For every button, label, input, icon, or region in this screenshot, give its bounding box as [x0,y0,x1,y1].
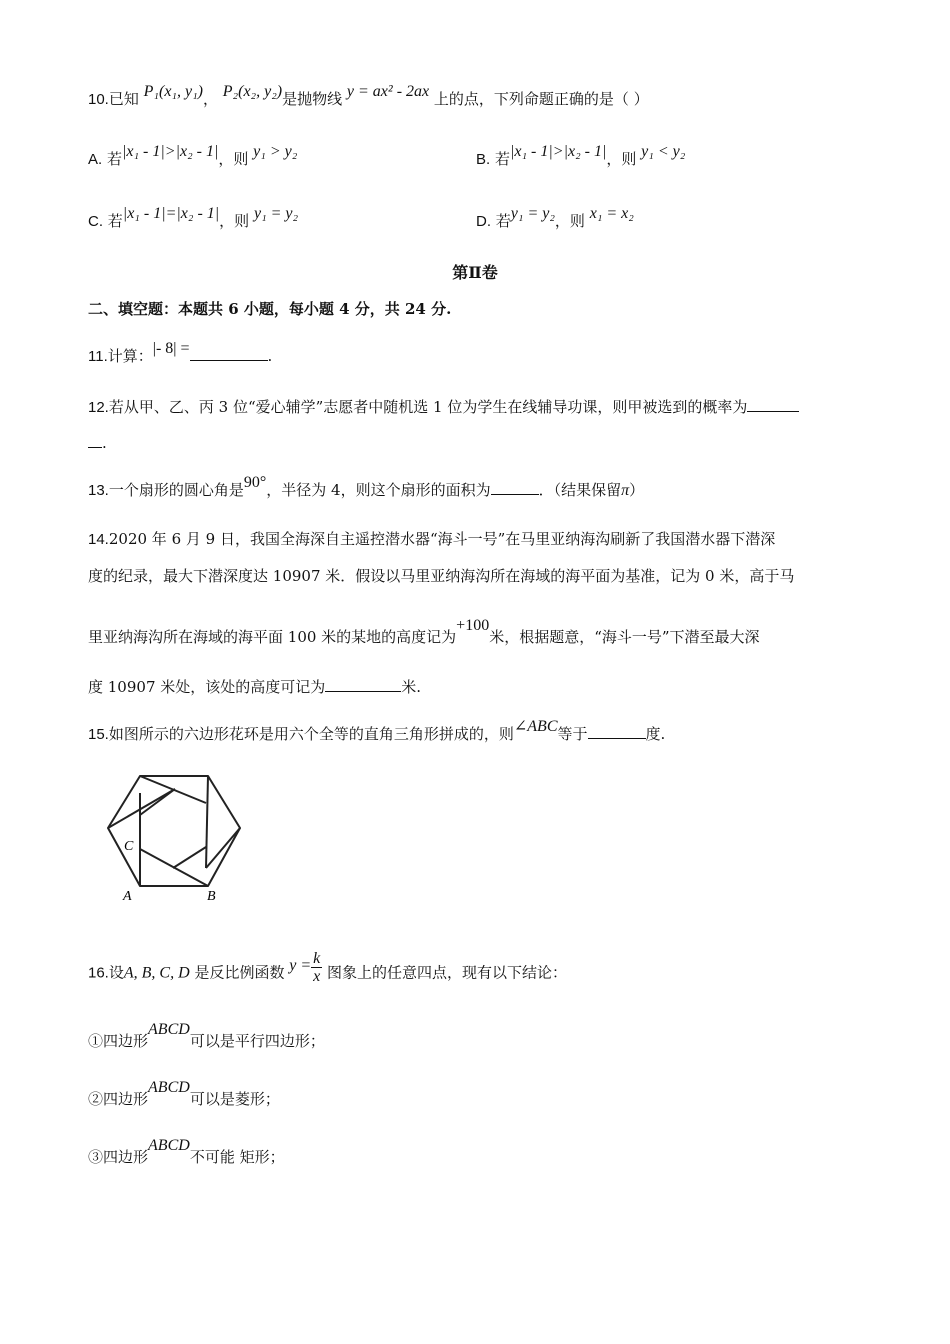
label-c: C [124,839,134,854]
q14-line4-pre: 度 10907 米处，该处的高度可记为 [88,678,326,696]
item-post: 可以是平行四边形； [189,1032,325,1050]
q14-line3-post: 米，根据题意，“海斗一号”下潜至最大深 [489,628,760,646]
q12-answer-blank-cont[interactable] [88,432,102,448]
q14-line1 [88,528,775,551]
q13-mid: ，半径为 4，则这个扇形的面积为 [266,481,491,499]
triangle-edge [140,789,175,815]
option-then: ，则 [219,212,250,230]
label-b: B [207,889,216,904]
q12-number: 12. [88,399,109,416]
item-pre: 四边形 [103,1090,149,1108]
q15-number: 15. [88,726,109,743]
q10-option-d [476,205,634,233]
q16-mid: 是反比例函数 [194,963,285,982]
option-result: x₁ = x₂ [589,205,634,222]
item-mark: ③ [88,1148,104,1166]
q14-line4-post: 米. [401,678,422,696]
option-condition: y₁ = y₂ [510,205,555,222]
q10-stem-mid: 是抛物线 [282,90,343,108]
q10-point-p1: P₁(x₁, y₁) [143,83,203,100]
option-label: C. [88,213,103,230]
option-label: B. [476,151,491,168]
option-result: y₁ = y₂ [253,205,299,222]
q13-number: 13. [88,482,109,499]
q14-line3 [88,617,760,649]
q14-line1-text: 2020 年 6 月 9 日，我国全海深自主遥控潜水器“海斗一号”在马里亚纳海沟刷新了我国潜水器下潜深 [108,530,776,548]
item-pre: 四边形 [103,1148,149,1166]
option-then: ，则 [554,212,585,230]
label-a: A [123,889,132,904]
option-if: 若 [107,212,123,230]
q10-option-b [476,143,686,171]
q13-close: ） [629,481,645,499]
item-shape: ABCD [148,1137,190,1154]
q11-post: . [267,347,273,365]
q15-post: 度. [645,725,666,743]
q16-pre: 设 [108,963,124,982]
q10-stem-pre: 已知 [108,90,139,108]
q10-option-a [88,143,298,171]
q13-angle: 90° [243,474,267,491]
q10-number: 10. [88,91,109,108]
item-shape: ABCD [148,1079,190,1096]
q11-number: 11. [88,348,108,365]
triangle-edge [108,789,175,828]
item-shape: ABCD [148,1021,190,1038]
option-label: A. [88,151,103,168]
q11-answer-blank[interactable] [190,345,268,361]
q16-points: A, B, C, D [123,964,190,982]
q15-answer-blank[interactable] [588,723,646,739]
q10-stem-post: 上的点，下列命题正确的是（ ） [433,90,649,108]
q11-expression: |- 8| = [152,340,190,357]
q14-height-value: +100 [456,617,490,634]
q15 [88,718,666,746]
q16-post: 图象上的任意四点，现有以下结论： [327,963,568,982]
section-title: 第Ⅱ卷 [452,263,498,282]
q14-number: 14. [88,531,109,548]
q12-text: 若从甲、乙、丙 3 位“爱心辅学”志愿者中随机选 1 位为学生在线辅导功课，则甲被选到的概率为 [108,398,748,416]
q11 [88,340,273,368]
q15-mid: 等于 [557,725,588,743]
q16-item-2 [88,1079,280,1111]
q16-function-fraction [311,950,322,985]
q12-line1 [88,396,799,419]
item-pre: 四边形 [103,1032,149,1050]
q16-item-3 [88,1137,285,1169]
q11-pre: 计算： [107,347,153,365]
q13-pre: 一个扇形的圆心角是 [108,481,244,499]
q10-comma: ， [202,90,218,108]
q12-tail: . [102,434,107,452]
triangle-edge [173,847,206,868]
q14-answer-blank[interactable] [325,676,401,692]
q16-item-1 [88,1021,325,1053]
q13-post: ．（结果保留 [538,481,622,499]
q16-function-lhs: y = [289,956,312,974]
q10-stem [88,83,649,111]
option-condition: |x₁ - 1|>|x₂ - 1| [509,143,607,160]
fraction-numerator: k [313,950,321,967]
q15-angle: ∠ABC [513,718,558,735]
outer-hexagon [108,776,240,886]
option-condition: |x₁ - 1|>|x₂ - 1| [121,143,219,160]
fraction-denominator: x [313,968,321,985]
q13-pi: π [621,482,630,499]
q12-line2 [88,432,107,454]
option-if: 若 [106,150,122,168]
q15-pre: 如图所示的六边形花环是用六个全等的直角三角形拼成的，则 [108,725,514,743]
item-post: 可以是菱形； [189,1090,280,1108]
option-result: y₁ > y₂ [253,143,298,160]
triangle-edge [206,776,208,868]
q10-point-p2: P₂(x₂, y₂) [222,83,283,100]
option-result: y₁ < y₂ [641,143,686,160]
section-heading: 二、填空题：本题共 6 小题，每小题 4 分，共 24 分. [88,300,452,318]
q16-number: 16. [88,964,109,982]
q10-option-c [88,205,299,233]
q14-line4 [88,676,421,698]
option-condition: |x₁ - 1|=|x₂ - 1| [122,205,220,222]
option-if: 若 [495,212,511,230]
option-then: ，则 [606,150,637,168]
option-if: 若 [494,150,510,168]
q16-stem [88,950,568,991]
q13-answer-blank[interactable] [491,479,539,495]
q10-parabola: y = ax² - 2ax [346,83,430,100]
option-then: ，则 [218,150,249,168]
item-mark: ① [88,1032,104,1050]
q12-answer-blank[interactable] [747,396,799,412]
option-label: D. [476,213,491,230]
triangle-edge [206,828,240,868]
item-mark: ② [88,1090,104,1108]
item-post: 不可能 矩形； [189,1148,285,1166]
q13 [88,474,645,502]
hexagon-wreath-figure [100,768,245,908]
q14-line2: 度的纪录，最大下潜深度达 10907 米．假设以马里亚纳海沟所在海域的海平面为基准，记为 0 米，高于马 [88,567,795,585]
q14-line3-pre: 里亚纳海沟所在海域的海平面 100 米的某地的高度记为 [88,628,457,646]
